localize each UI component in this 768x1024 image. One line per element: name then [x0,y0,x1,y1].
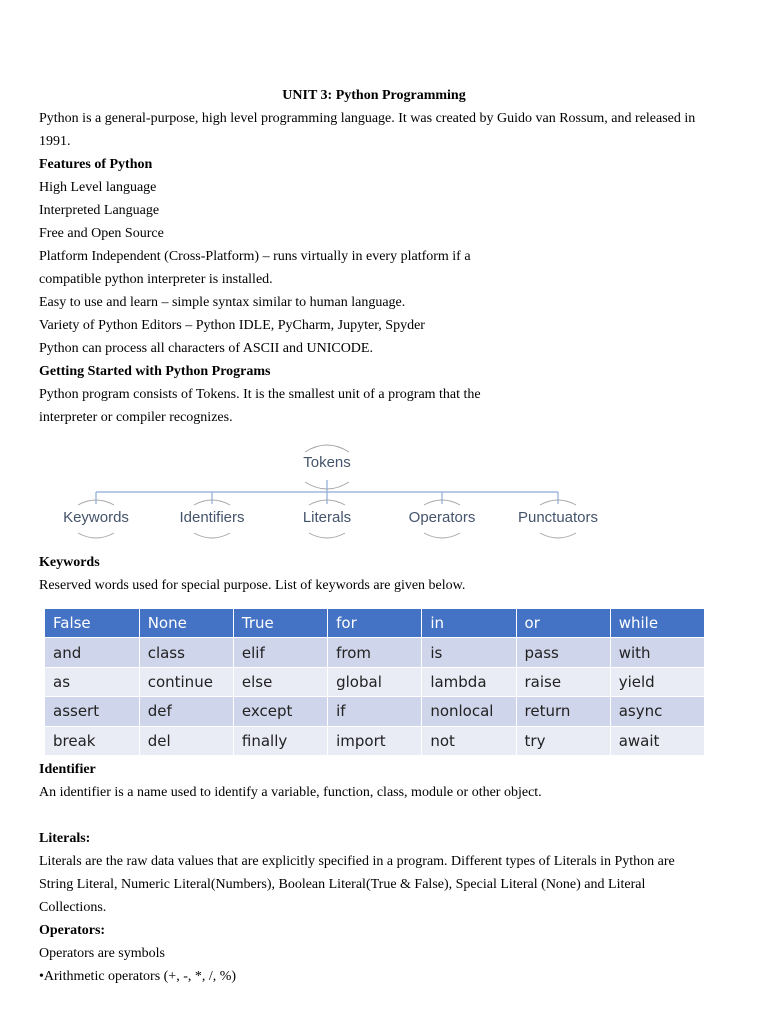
identifier-description: An identifier is a name used to identify a variable, function, class, module or other object. [39,785,542,800]
keywords-table [45,609,705,756]
feature-item: Free and Open Source [39,226,164,241]
feature-item: High Level language [39,180,157,195]
table-cell: except [233,697,327,726]
table-cell: with [610,638,704,667]
keywords-heading: Keywords [39,555,100,570]
table-cell: lambda [422,667,516,696]
diagram-node-tokens: Tokens [303,454,351,471]
operators-heading: Operators: [39,923,106,938]
table-cell: from [328,638,422,667]
features-heading: Features of Python [39,157,153,172]
table-cell: async [610,697,704,726]
literals-text-line-1: Literals are the raw data values that are explicitly specified in a program. Different types of Literals in Python are [39,854,675,869]
identifier-heading: Identifier [39,762,96,777]
diagram-node-operators: Operators [408,509,476,526]
table-cell: and [45,638,139,667]
table-header-cell: in [422,609,516,638]
table-cell: continue [139,667,233,696]
table-cell: await [610,726,704,755]
literals-heading: Literals: [39,831,91,846]
tokens-diagram [50,440,620,545]
table-header-cell: while [610,609,704,638]
tokens-description-line-2: interpreter or compiler recognizes. [39,410,233,425]
table-cell: yield [610,667,704,696]
feature-item: Variety of Python Editors – Python IDLE, PyCharm, Jupyter, Spyder [39,318,425,333]
table-cell: pass [516,638,610,667]
diagram-node-punctuators: Punctuators [517,509,599,526]
table-header-row [45,609,705,638]
table-header-cell: or [516,609,610,638]
feature-item: Platform Independent (Cross-Platform) – runs virtually in every platform if a [39,249,471,264]
literals-text-line-2: String Literal, Numeric Literal(Numbers), Boolean Literal(True & False), Special Literal (None) and Literal [39,877,646,892]
table-cell: is [422,638,516,667]
table-cell: raise [516,667,610,696]
literals-text-line-3: Collections. [39,900,107,915]
table-row [45,667,705,696]
table-header-cell: for [328,609,422,638]
table-header-cell: None [139,609,233,638]
table-cell: else [233,667,327,696]
table-cell: nonlocal [422,697,516,726]
table-cell: global [328,667,422,696]
page-title: UNIT 3: Python Programming [282,88,466,103]
feature-item: Python can process all characters of ASCII and UNICODE. [39,341,373,356]
table-header-cell: True [233,609,327,638]
intro-text-line-1: Python is a general-purpose, high level programming language. It was created by Guido van Rossum, and released in [39,111,696,126]
feature-item: compatible python interpreter is installed. [39,272,273,287]
diagram-node-keywords: Keywords [63,509,129,526]
keywords-description: Reserved words used for special purpose. List of keywords are given below. [39,578,466,593]
operators-list-item: •Arithmetic operators (+, -, *, /, %) [39,969,237,984]
table-row [45,697,705,726]
table-cell: if [328,697,422,726]
table-header-cell: False [45,609,139,638]
feature-item: Easy to use and learn – simple syntax similar to human language. [39,295,406,310]
table-cell: as [45,667,139,696]
getting-started-heading: Getting Started with Python Programs [39,364,271,379]
table-cell: def [139,697,233,726]
diagram-node-literals: Literals [302,509,352,526]
table-cell: del [139,726,233,755]
table-cell: return [516,697,610,726]
table-cell: assert [45,697,139,726]
table-cell: import [328,726,422,755]
intro-text-line-2: 1991. [39,134,71,149]
diagram-node-identifiers: Identifiers [179,509,245,526]
table-cell: not [422,726,516,755]
table-cell: elif [233,638,327,667]
table-cell: break [45,726,139,755]
feature-item: Interpreted Language [39,203,160,218]
table-cell: finally [233,726,327,755]
table-cell: try [516,726,610,755]
tokens-description-line-1: Python program consists of Tokens. It is the smallest unit of a program that the [39,387,481,402]
table-row [45,726,705,755]
operators-description: Operators are symbols [39,946,165,961]
table-row [45,638,705,667]
table-cell: class [139,638,233,667]
